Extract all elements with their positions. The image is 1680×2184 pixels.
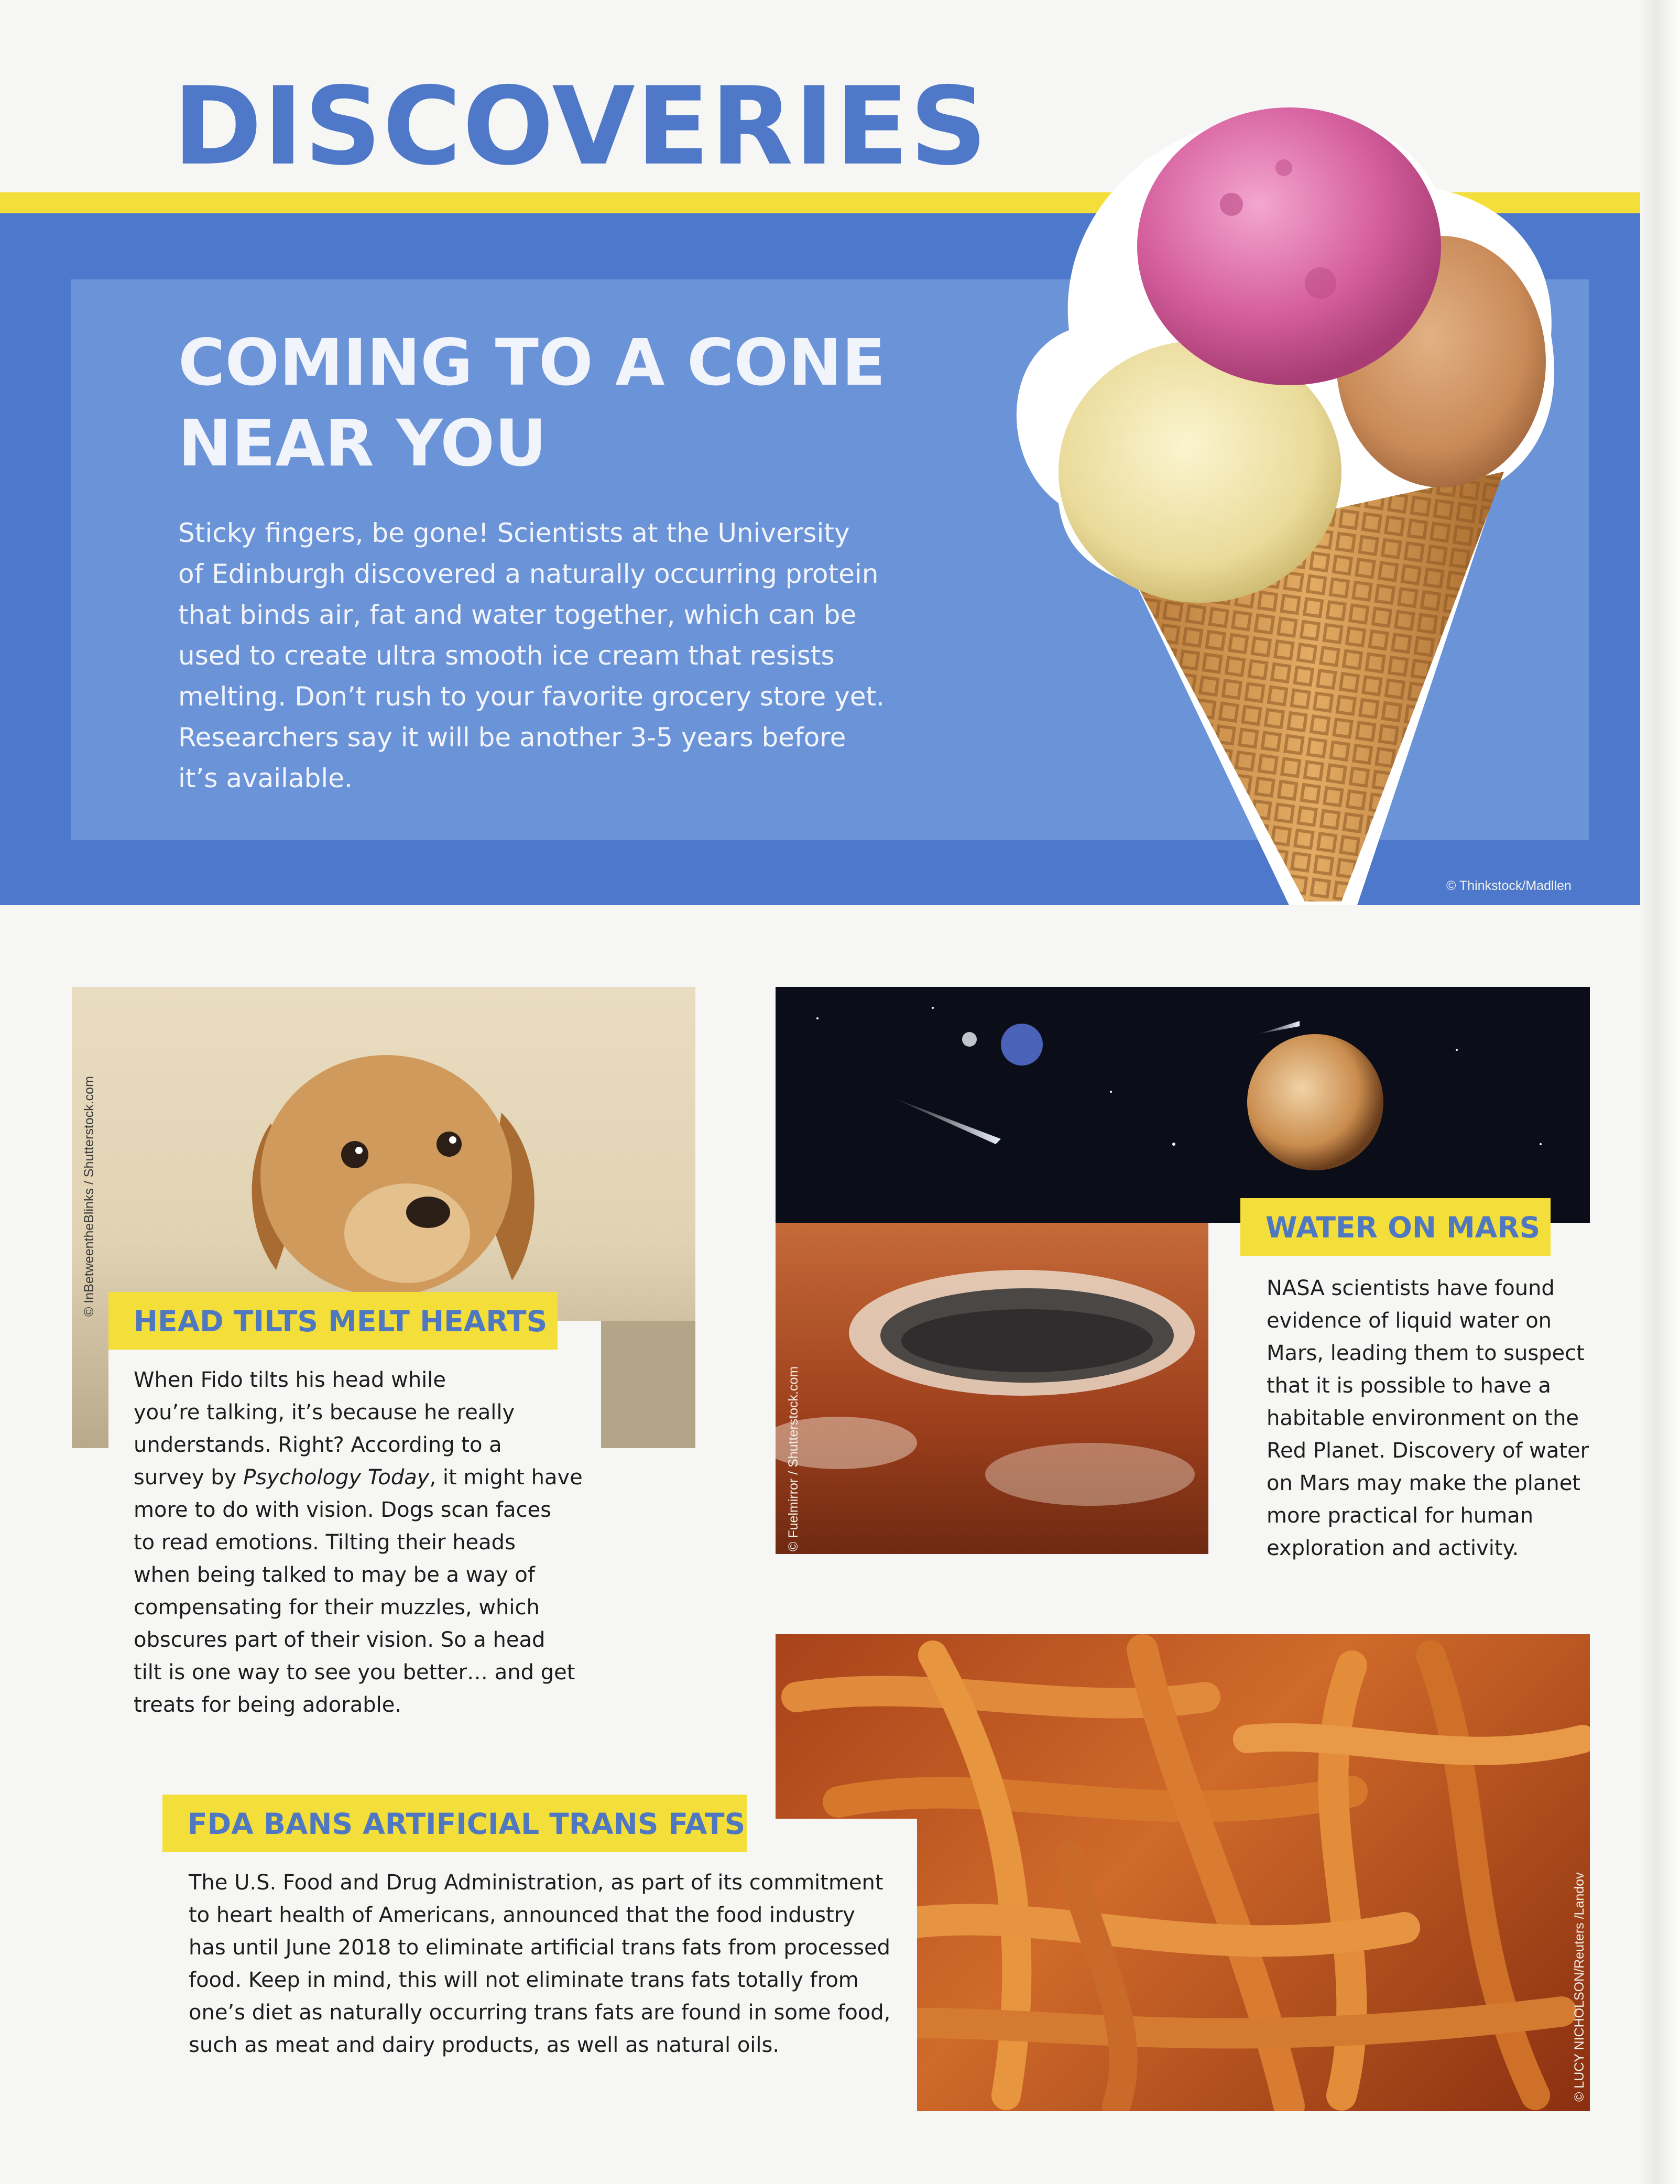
body-line: evidence of liquid water on — [1267, 1309, 1552, 1333]
page-edge-shadow — [1640, 0, 1680, 2184]
dog-headline-box — [108, 1292, 558, 1350]
body-line: habitable environment on the — [1267, 1406, 1579, 1430]
body-line: more practical for human — [1267, 1504, 1534, 1528]
body-line: treats for being adorable. — [134, 1693, 402, 1717]
body-line: compensating for their muzzles, which — [134, 1595, 540, 1620]
body-line: to heart health of Americans, announced that the food industry — [189, 1903, 855, 1927]
ice-cream-headline-line: COMING TO A CONE — [178, 325, 886, 400]
mars-body — [1267, 1272, 1591, 1564]
body-line: it’s available. — [178, 763, 353, 794]
mars-photo-credit: © Fuelmirror / Shutterstock.com — [786, 1366, 801, 1551]
body-line: to read emotions. Tilting their heads — [134, 1530, 516, 1555]
space-illustration — [776, 987, 1590, 1223]
body-line: food. Keep in mind, this will not eliminate trans fats totally from — [189, 1968, 859, 1992]
body-line: When Fido tilts his head while — [134, 1368, 446, 1392]
ice-cream-headline — [178, 322, 1017, 484]
body-line: when being talked to may be a way of — [134, 1563, 535, 1587]
dog-photo-credit: © InBetweentheBlinks / Shutterstock.com — [82, 1076, 96, 1317]
trans-fats-headline-box — [162, 1795, 747, 1852]
body-line: on Mars may make the planet — [1267, 1471, 1580, 1495]
body-line: Sticky fingers, be gone! Scientists at the University — [178, 518, 850, 548]
trans-fats-body — [189, 1866, 917, 2061]
body-line: more to do with vision. Dogs scan faces — [134, 1498, 552, 1522]
body-line: used to create ultra smooth ice cream that resists — [178, 640, 835, 671]
body-line: tilt is one way to see you better… and get — [134, 1660, 575, 1685]
mars-headline: WATER ON MARS — [1266, 1211, 1541, 1244]
ice-cream-photo-credit: © Thinkstock/Madllen — [1446, 878, 1572, 893]
mars-crater-illustration — [776, 1223, 1208, 1554]
body-line: of Edinburgh discovered a naturally occurring protein — [178, 559, 879, 589]
mars-headline-box — [1240, 1198, 1551, 1256]
ice-cream-headline-line: NEAR YOU — [178, 406, 547, 481]
magazine-title: Psychology Today — [243, 1465, 430, 1490]
body-line: NASA scientists have found — [1267, 1276, 1555, 1300]
body-line: melting. Don’t rush to your favorite grocery store yet. — [178, 681, 885, 712]
puppy-photo-strip — [601, 1321, 695, 1448]
space-planets-photo — [776, 987, 1590, 1223]
body-line: such as meat and dairy products, as well as natural oils. — [189, 2033, 780, 2057]
dog-headline: HEAD TILTS MELT HEARTS — [134, 1305, 548, 1338]
trans-fats-headline: FDA BANS ARTIFICIAL TRANS FATS — [188, 1807, 746, 1841]
body-line: Mars, leading them to suspect — [1267, 1341, 1585, 1365]
fries-photo-credit: © LUCY NICHOLSON/Reuters /Landov — [1572, 1872, 1587, 2102]
body-line: that it is possible to have a — [1267, 1374, 1551, 1398]
body-line: exploration and activity. — [1267, 1536, 1519, 1560]
body-line: that binds air, fat and water together, which can be — [178, 600, 857, 630]
body-line: obscures part of their vision. So a head — [134, 1628, 546, 1652]
dog-body — [134, 1364, 605, 1721]
body-line: you’re talking, it’s because he really — [134, 1400, 515, 1425]
body-line: Researchers say it will be another 3-5 years before — [178, 722, 846, 753]
body-line: survey by Psychology Today, it might have — [134, 1465, 583, 1490]
ice-cream-body — [178, 513, 928, 799]
mars-crater-photo — [776, 1223, 1208, 1554]
body-line: one’s diet as naturally occurring trans fats are found in some food, — [189, 2001, 891, 2025]
body-line: understands. Right? According to a — [134, 1433, 502, 1457]
body-line: Red Planet. Discovery of water — [1267, 1439, 1589, 1463]
body-line: has until June 2018 to eliminate artificial trans fats from processed — [189, 1936, 891, 1960]
ice-cream-cone-image — [980, 84, 1583, 907]
section-title: DISCOVERIES — [173, 64, 988, 189]
body-line: The U.S. Food and Drug Administration, as part of its commitment — [189, 1871, 883, 1895]
